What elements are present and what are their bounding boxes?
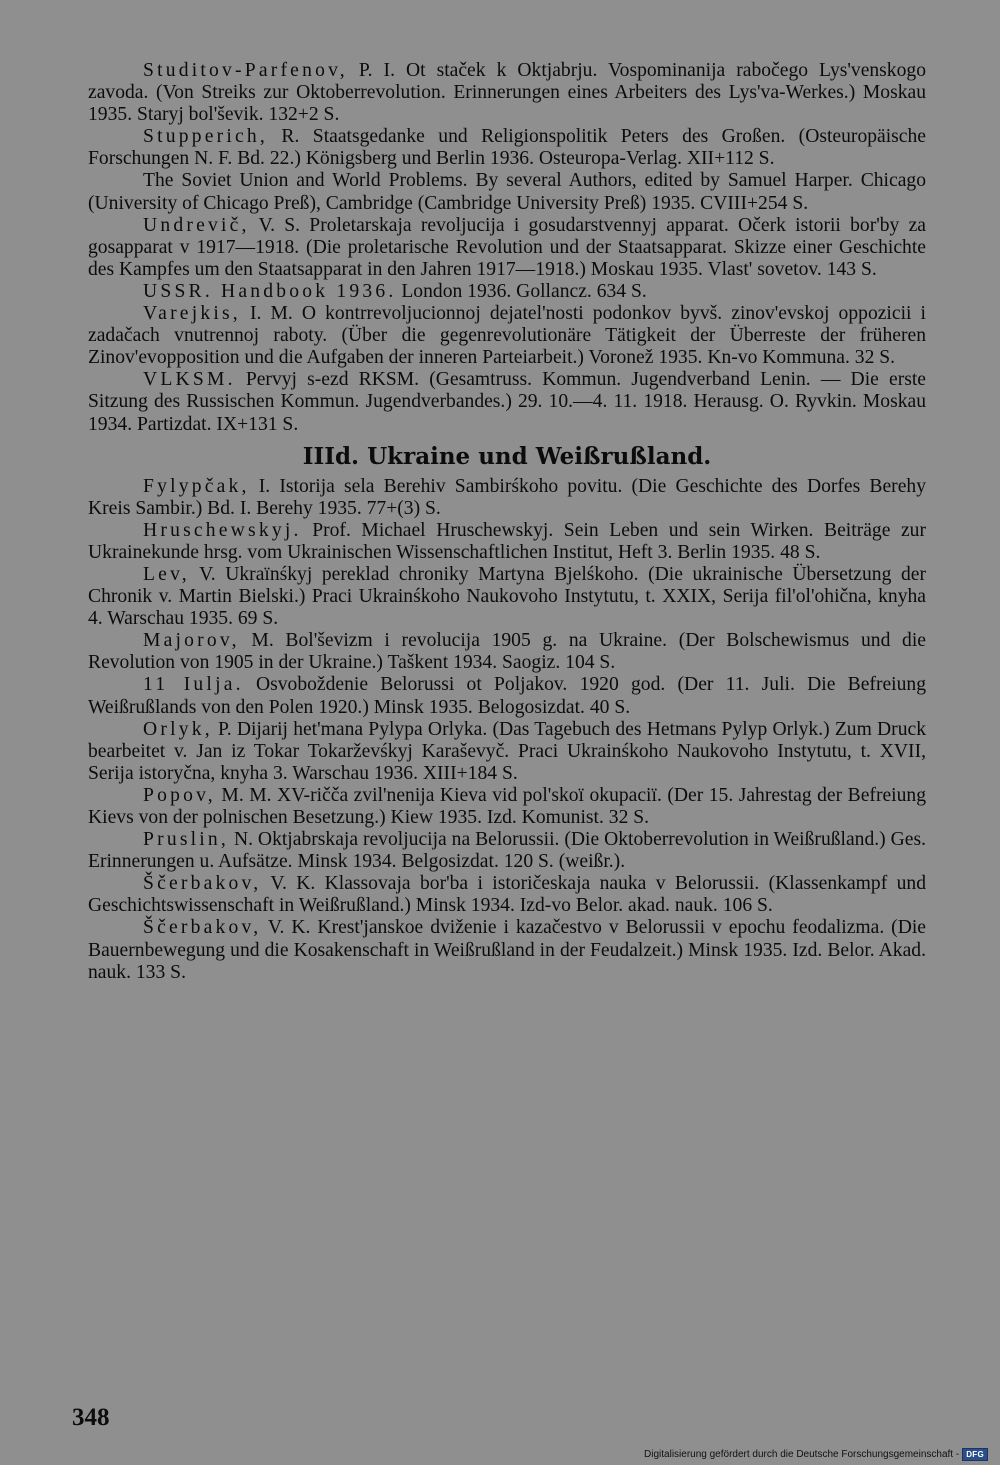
entries-before-list [88,60,926,436]
bibliography-entry [88,674,926,718]
entry-author: Stupperich, [143,126,268,148]
entry-author: Varejkis, [143,303,241,325]
entry-author: VLKSM. [143,369,236,391]
page-text [88,60,926,984]
entry-text: M. Bol'ševizm i revolucija 1905 g. na Ukraine. (Der Bolschewismus und die Revolution von 1905 in der Ukraine.) Taškent 1934. Saogiz. 104 S. [88,630,926,674]
bibliography-entry [88,719,926,785]
entry-text: V. Ukraïnśkyj pereklad chroniky Martyna Bjelśkoho. (Die ukrainische Übersetzung der Chronik v. Martin Bielski.) Praci Ukrainśkoho Naukovoho Instytutu, t. XXIX, Serija fil'ol'ohična, knyha 4. Warschau 1935. 69 S. [88,563,926,630]
bibliography-entry [88,476,926,520]
bibliography-entry [88,215,926,281]
entry-author: 11 Iulja. [143,674,244,696]
entry-text: V. K. Krest'janskoe dviženie i kazačestvo v Belorussii v epochu feodalizma. (Die Bauernbewegung und die Kosakenschaft in Weißrußland in der Feudalzeit.) Minsk 1935. Izd. Belor. Akad. nauk. 133 S. [88,917,926,983]
digitization-footer [644,1448,988,1461]
entry-author: Hruschewskyj. [143,519,302,541]
dfg-logo-icon: DFG [962,1448,988,1461]
bibliography-entry [88,785,926,829]
bibliography-entry [88,281,926,303]
entry-text: P. I. Ot staček k Oktjabrju. Vospominanija rabočego Lys'venskogo zavoda. (Von Streiks zur Oktoberrevolution. Erinnerungen eines Arbeiters des Lys'va-Werkes.) Moskau 1935. Staryj bol'ševik. 132+2 S. [88,60,926,126]
entry-text: Pervyj s-ezd RKSM. (Gesamtruss. Kommun. Jugendverband Lenin. — Die erste Sitzung des Russischen Kommun. Jugendverbandes.) 29. 10.—4. 11. 1918. Herausg. O. Ryvkin. Moskau 1934. Partizdat. IX+131 S. [88,369,926,435]
entry-author: Pruslin, [143,829,230,851]
entry-author: Undrevič, [143,214,250,236]
bibliography-entry [88,630,926,674]
bibliography-entry [88,917,926,983]
entry-text: Prof. Michael Hruschewskyj. Sein Leben und sein Wirken. Beiträge zur Ukrainekunde hrsg. vom Ukrainischen Wissenschaftlichen Institut, Heft 3. Berlin 1935. 48 S. [88,519,926,563]
bibliography-entry [88,873,926,917]
entry-text: V. K. Klassovaja bor'ba i istoričeskaja nauka v Belorussii. (Klassenkampf und Geschichtswissenschaft in Weißrußland.) Minsk 1934. Izd-vo Belor. akad. nauk. 106 S. [88,873,926,917]
bibliography-entry [88,60,926,126]
page-number: 348 [72,1404,110,1431]
bibliography-entry [88,564,926,630]
entry-text: I. Istorija sela Berehiv Sambirśkoho povitu. (Die Geschichte des Dorfes Berehy Kreis Sambir.) Bd. I. Berehy 1935. 77+(3) S. [88,475,926,519]
bibliography-entry [88,520,926,564]
entry-author: Studitov-Parfenov, [143,60,348,81]
entry-author: Ščerbakov, [143,917,262,939]
section-heading: IIId. Ukraine und Weißrußland. [302,442,712,470]
entry-text: I. M. O kontrrevoljucionnoj dejatel'nosti podonkov byvš. zinov'evskoj oppozicii i zadačach vnutrennoj raboty. (Über die gegenrevolutionäre Tätigkeit der Überreste der früheren Zinov'evopposition und die Aufgaben der inneren Parteiarbeit.) Voronež 1935. Kn-vo Kommuna. 32 S. [88,303,926,369]
entries-after-list [88,476,926,984]
entry-author: Fylypčak, [143,475,250,497]
bibliography-entry [88,303,926,369]
footer-credit-text: Digitalisierung gefördert durch die Deutsche Forschungsgemeinschaft - [644,1449,960,1460]
entry-author: Orlyk, [143,718,213,740]
entry-text: London 1936. Gollancz. 634 S. [396,280,647,302]
entry-text: R. Staatsgedanke und Religionspolitik Peters des Großen. (Osteuropäische Forschungen N. F. Bd. 22.) Königsberg und Berlin 1936. Osteuropa-Verlag. XII+112 S. [88,126,926,170]
bibliography-entry [88,170,926,214]
entry-text: N. Oktjabrskaja revoljucija na Belorussii. (Die Oktoberrevolution in Weißrußland.) Ges. Erinnerungen u. Aufsätze. Minsk 1934. Belgosizdat. 120 S. (weißr.). [88,829,926,873]
bibliography-entry [88,369,926,435]
entry-text: M. M. XV-ričča zvil'nenija Kieva vid pol'skoï okupaciï. (Der 15. Jahrestag der Befreiung Kievs von der polnischen Besetzung.) Kiew 1935. Izd. Komunist. 32 S. [88,784,926,828]
entry-text: Osvoboždenie Belorussi ot Poljakov. 1920 god. (Der 11. Juli. Die Befreiung Weißrußlands von den Polen 1920.) Minsk 1935. Belogosizdat. 40 S. [88,674,926,718]
entry-author: Popov, [143,784,216,806]
bibliography-entry [88,126,926,170]
entry-text: The Soviet Union and World Problems. By several Authors, edited by Samuel Harper. Chicago (University of Chicago Preß), Cambridge (Cambridge University Preß) 1935. CVIII+254 S. [88,170,926,214]
entry-text: V. S. Proletarskaja revoljucija i gosudarstvennyj apparat. Očerk istorii bor'by za gosapparat v 1917—1918. (Die proletarische Revolution und der Staatsapparat. Skizze einer Geschichte des Kampfes um den Staatsapparat in den Jahren 1917—1918.) Moskau 1935. Vlast' sovetov. 143 S. [88,214,926,280]
entry-author: USSR. Handbook 1936. [143,280,397,302]
entry-author: Ščerbakov, [143,873,262,895]
entry-author: Lev, [143,563,190,585]
bibliography-entry [88,829,926,873]
entry-text: P. Dijarij het'mana Pylypa Orlyka. (Das Tagebuch des Hetmans Pylyp Orlyk.) Zum Druck bearbeitet v. Jan iz Tokar Tokarževśkyj Karaševyč. Praci Ukrainśkoho Naukovoho Instytutu, t. XVII, Serija istoryčna, knyha 3. Warschau 1936. XIII+184 S. [88,718,926,784]
entry-author: Majorov, [143,630,240,652]
